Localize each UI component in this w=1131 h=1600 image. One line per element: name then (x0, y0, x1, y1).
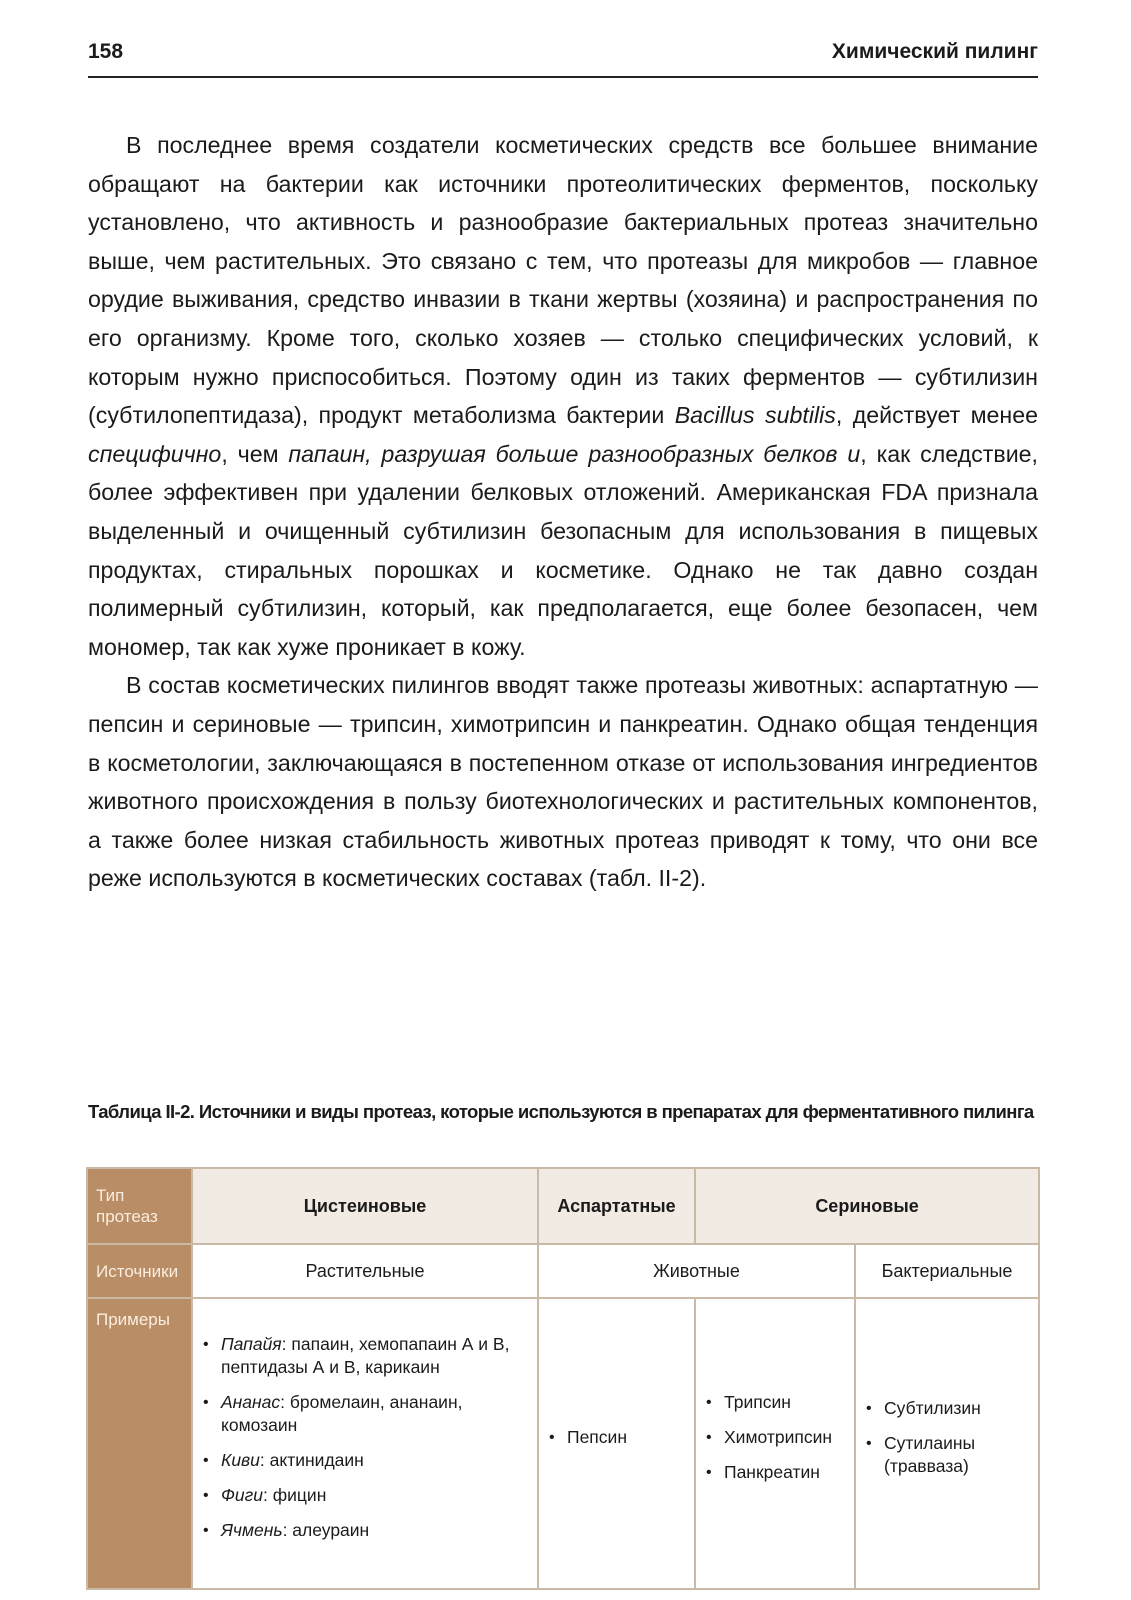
examples-serine-animal-cell (695, 1298, 855, 1589)
plant-source: Ячмень (221, 1520, 283, 1540)
row-header-sources: Источники (87, 1244, 192, 1298)
paragraph-1 (88, 126, 1038, 666)
table-caption (88, 1097, 1048, 1126)
examples-aspartate-cell (538, 1298, 695, 1589)
text-run: В последнее время создатели косметических средств все большее внимание обращают на бактерии как источники протеолитических ферментов, поскольку установлено, что активность и разнообразие бактериальных протеаз значительно выше, чем растительных. Это связано с тем, что протеазы для микробов — главное орудие выживания, средство инвазии в ткани жертвы (хозяина) и распространения по его организму. Кроме того, сколько хозяев — столько специфических условий, к которым нужно приспособиться. Поэтому один из таких ферментов — субтилизин (субтилопептидаза), продукт метаболизма бактерии (88, 132, 1038, 429)
running-title: Химический пилинг (831, 40, 1038, 63)
page-number: 158 (88, 40, 124, 63)
text-run: , действует менее (835, 402, 1039, 429)
table-caption-text: Источники и виды протеаз, которые используются в препаратах для ферментативного пилинга (194, 1101, 1034, 1122)
protease-table-wrap (86, 1167, 1038, 1590)
list-item: • Панкреатин (704, 1461, 846, 1484)
plant-enzymes: : фицин (263, 1485, 327, 1505)
examples-serine-animal-list (704, 1391, 846, 1484)
row-header-type: Тип протеаз (87, 1168, 192, 1244)
text-run: , как следствие, более эффективен при удалении белковых отложений. Американская FDA признала выделенный и очищенный субтилизин безопасным для использования в пищевых продуктах, стиральных порошках и косметике. Однако не так давно создан полимерный субтилизин, который, как предполагается, еще более безопасен, чем мономер, так как хуже проникает в кожу. (88, 440, 1038, 660)
plant-source: Киви (221, 1450, 260, 1470)
type-serine: Сериновые (695, 1168, 1039, 1244)
paragraph-2 (88, 666, 1038, 898)
table-row-examples (87, 1298, 1039, 1589)
examples-bacterial-cell (855, 1298, 1039, 1589)
list-item (201, 1519, 529, 1542)
list-item: • Трипсин (704, 1391, 846, 1414)
examples-bacterial-list (864, 1397, 1030, 1478)
list-item: • Субтилизин (864, 1397, 1030, 1420)
list-item (201, 1391, 529, 1437)
plant-enzymes: : папаин, хемопапаин А и В, пептидазы А и В, карикаин (221, 1334, 510, 1377)
list-item: • Химотрипсин (704, 1426, 846, 1449)
italic-run: специфично (88, 440, 222, 467)
italic-run: папаин, разрушая больше разнообразных белков и (288, 440, 861, 467)
body-text (88, 126, 1038, 898)
table-caption-label: Таблица II-2. (88, 1101, 195, 1122)
plant-enzymes: : бромелаин, ананаин, комозаин (221, 1392, 463, 1435)
source-plant: Растительные (192, 1244, 538, 1298)
plant-source: Ананас (221, 1392, 281, 1412)
type-aspartate: Аспартатные (538, 1168, 695, 1244)
plant-source: Папайя (221, 1334, 282, 1354)
plant-source: Фиги (221, 1485, 264, 1505)
list-item (201, 1484, 529, 1507)
list-item: • Пепсин (547, 1426, 686, 1449)
examples-plant-list (201, 1333, 529, 1542)
text-run: В состав косметических пилингов вводят также протеазы животных: аспартатную — пепсин и сериновые — трипсин, химотрипсин и панкреатин. Однако общая тенденция в косметологии, заключающаяся в постепенном отказе от использования ингредиентов животного происхождения в пользу биотехнологических и растительных компонентов, а также более низкая стабильность животных протеаз приводят к тому, что они все реже используются в косметических составах (табл. II-2). (88, 672, 1038, 892)
plant-enzymes: : алеураин (282, 1520, 370, 1540)
protease-table (86, 1167, 1040, 1590)
examples-aspartate-list (547, 1426, 686, 1449)
text-run: , чем (221, 440, 289, 467)
row-header-examples: Примеры (87, 1298, 192, 1589)
list-item: • Сутилаины (травваза) (864, 1432, 1030, 1478)
type-cysteine: Цистеиновые (192, 1168, 538, 1244)
plant-enzymes: : актинидаин (259, 1450, 364, 1470)
list-item (201, 1449, 529, 1472)
italic-run: Bacillus subtilis (674, 402, 836, 429)
page-header (88, 36, 1038, 78)
source-animal: Животные (538, 1244, 855, 1298)
list-item (201, 1333, 529, 1379)
examples-plant-cell (192, 1298, 538, 1589)
source-bacterial: Бактериальные (855, 1244, 1039, 1298)
table-row-sources (87, 1244, 1039, 1298)
table-row-types (87, 1168, 1039, 1244)
